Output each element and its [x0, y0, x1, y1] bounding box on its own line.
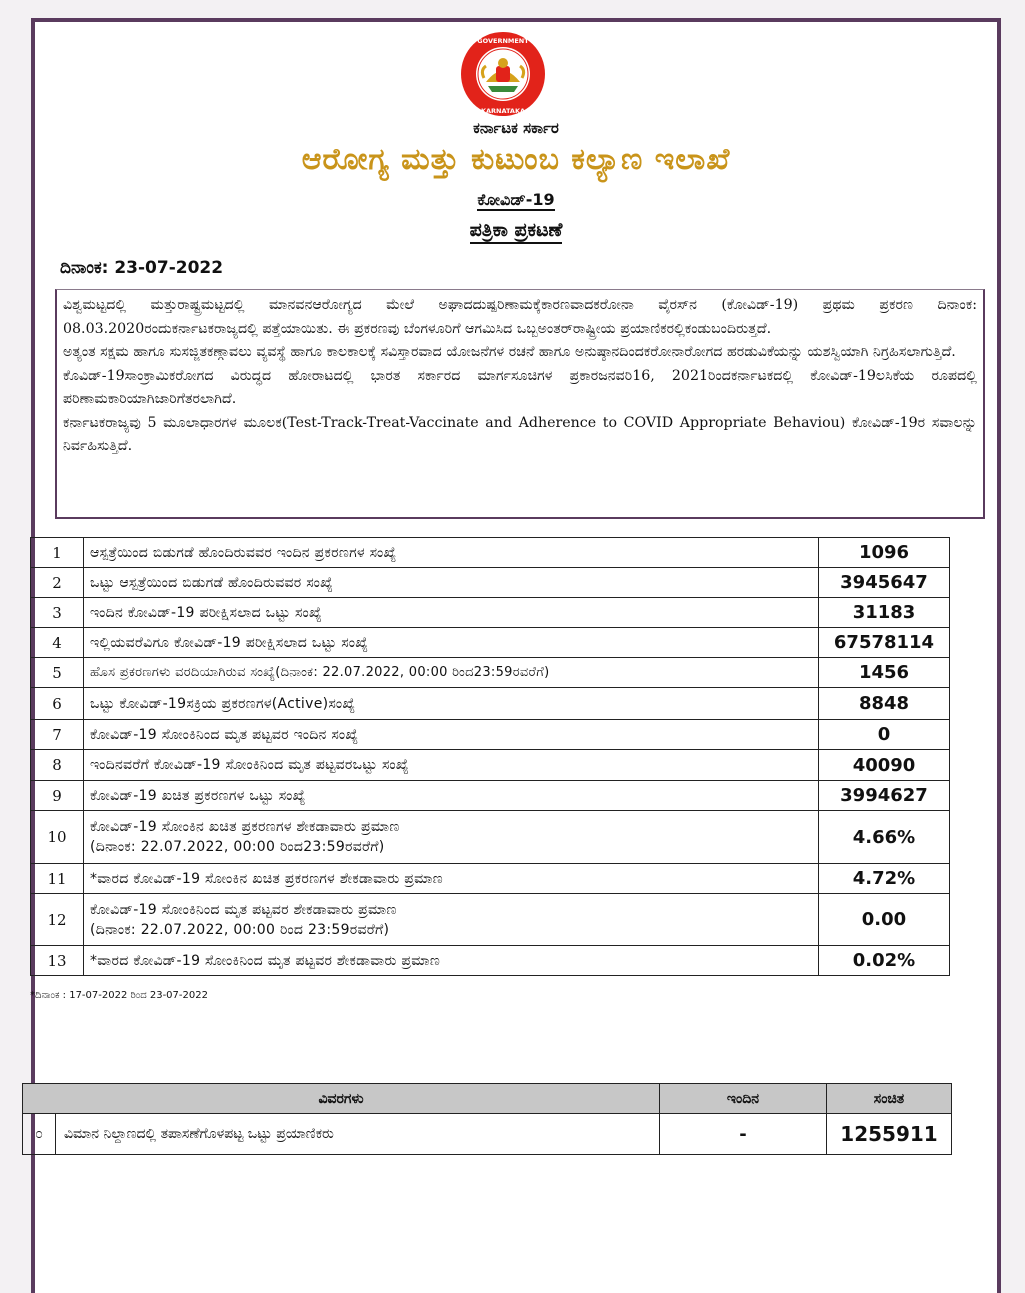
intro-paragraph: ಅತ್ಯಂತ ಸಕ್ಷಮ ಹಾಗೂ ಸುಸಜ್ಜಿತಕಣ್ಗಾವಲು ವ್ಯವಸ್ಥೆ ಹಾಗೂ ಕಾಲಕಾಲಕ್ಕೆ ಸವಿಸ್ತಾರವಾದ ಯೋಜನೆಗಳ ರಚನೆ ಹಾಗೂ ಅನುಷ್ಠಾನದಿಂದಕರೋನಾರೋಗದ ಹರಡುವಿಕೆಯನ್ನು ಯಶಸ್ವಿಯಾಗಿ ನಿಗ್ರಹಿಸಲಾಗುತ್ತಿದೆ.	[63, 344, 956, 360]
row-label	[84, 811, 819, 864]
footnote: *ದಿನಾಂಕ : 17-07-2022 ರಿಂದ 23-07-2022	[30, 990, 208, 1001]
table-header-row	[23, 1084, 952, 1114]
row-value: 31183	[819, 598, 950, 628]
row-label-line: ಕೋವಿಡ್-19 ಸೋಂಕಿನಿಂದ ಮೃತ ಪಟ್ಟವರ ಶೇಕಡಾವಾರು ಪ್ರಮಾಣ	[90, 901, 397, 918]
intro-paragraph: ವಿಶ್ವಮಟ್ಟದಲ್ಲಿ ಮತ್ತುರಾಷ್ಟ್ರಮಟ್ಟದಲ್ಲಿ ಮಾನವನಆರೋಗ್ಯದ ಮೇಲೆ ಅಘಾದದುಷ್ಪರಿಣಾಮಕ್ಕೆಕಾರಣವಾದಕರೋನಾ ವೈರಸ್‌ನ (ಕೋವಿಡ್-19) ಪ್ರಥಮ ಪ್ರಕರಣ ದಿನಾಂಕ: 08.03.2020ರಂದುಕರ್ನಾಟಕರಾಜ್ಯದಲ್ಲಿ ಪತ್ತೆಯಾಯಿತು. ಈ ಪ್ರಕರಣವು ಬೆಂಗಳೂರಿಗೆ ಆಗಮಿಸಿದ ಒಬ್ಬಅಂತರ್‌ರಾಷ್ಟ್ರೀಯ ಪ್ರಯಾಣಿಕರಲ್ಲಿಕಂಡುಬಂದಿರುತ್ತದೆ.	[63, 297, 977, 337]
row-label: ಕೋವಿಡ್-19 ಸೋಂಕಿನಿಂದ ಮೃತ ಪಟ್ಟವರ ಇಂದಿನ ಸಂಖ್ಯೆ	[84, 720, 819, 750]
table-row	[31, 811, 950, 864]
row-label: ಇಲ್ಲಿಯವರೆವಿಗೂ ಕೋವಿಡ್-19 ಪರೀಕ್ಷಿಸಲಾದ ಒಟ್ಟು ಸಂಖ್ಯೆ	[84, 628, 819, 658]
row-number: 1	[31, 538, 84, 568]
row-label: ವಿಮಾನ ನಿಲ್ದಾಣದಲ್ಲಿ ತಪಾಸಣೆಗೊಳಪಟ್ಟ ಒಟ್ಟು ಪ್ರಯಾಣಿಕರು	[56, 1114, 660, 1155]
row-label: *ವಾರದ ಕೋವಿಡ್-19 ಸೋಂಕಿನ ಖಚಿತ ಪ್ರಕರಣಗಳ ಶೇಕಡಾವಾರು ಪ್ರಮಾಣ	[84, 864, 819, 894]
row-label: ಇಂದಿನವರೆಗೆ ಕೋವಿಡ್-19 ಸೋಂಕಿನಿಂದ ಮೃತ ಪಟ್ಟವರಒಟ್ಟು ಸಂಖ್ಯೆ	[84, 750, 819, 781]
row-value: 3945647	[819, 568, 950, 598]
row-number: 4	[31, 628, 84, 658]
table-row	[23, 1114, 952, 1155]
row-number: 12	[31, 894, 84, 946]
svg-text:KARNATAKA: KARNATAKA	[480, 107, 526, 115]
row-value: 1096	[819, 538, 950, 568]
airport-screening-table	[22, 1083, 952, 1155]
table-row	[31, 628, 950, 658]
row-value: 0.02%	[819, 946, 950, 976]
intro-paragraph: ಕರ್ನಾಟಕರಾಜ್ಯವು 5 ಮೂಲಾಧಾರಗಳ ಮೂಲಕ(Test-Track-Treat-Vaccinate and Adherence to COVID Appropriate Behaviou) ಕೋವಿಡ್-19ರ ಸವಾಲನ್ನು ನಿರ್ವಹಿಸುತ್ತಿದೆ.	[63, 414, 977, 454]
table-row	[31, 720, 950, 750]
svg-text:GOVERNMENT: GOVERNMENT	[477, 37, 529, 45]
column-header-details: ವಿವರಗಳು	[23, 1084, 660, 1114]
row-label: ಒಟ್ಟು ಆಸ್ಪತ್ರೆಯಿಂದ ಬಿಡುಗಡೆ ಹೊಂದಿರುವವರ ಸಂಖ್ಯೆ	[84, 568, 819, 598]
row-value: 4.66%	[819, 811, 950, 864]
row-number: 10	[31, 811, 84, 864]
row-number: 8	[31, 750, 84, 781]
row-number: 6	[31, 688, 84, 720]
row-number: 3	[31, 598, 84, 628]
row-value: 1456	[819, 658, 950, 688]
row-label: ಆಸ್ಪತ್ರೆಯಿಂದ ಬಿಡುಗಡೆ ಹೊಂದಿರುವವರ ಇಂದಿನ ಪ್ರಕರಣಗಳ ಸಂಖ್ಯೆ	[84, 538, 819, 568]
table-row	[31, 894, 950, 946]
row-label-line: (ದಿನಾಂಕ: 22.07.2022, 00:00 ರಿಂದ 23:59ರವರೆಗೆ)	[90, 921, 390, 938]
row-label: ಕೋವಿಡ್-19 ಖಚಿತ ಪ್ರಕರಣಗಳ ಒಟ್ಟು ಸಂಖ್ಯೆ	[84, 781, 819, 811]
row-label-line: (ದಿನಾಂಕ: 22.07.2022, 00:00 ರಿಂದ23:59ರವರೆಗೆ)	[90, 839, 385, 855]
row-value: 0.00	[819, 894, 950, 946]
karnataka-seal-logo	[450, 30, 556, 118]
column-header-cumulative: ಸಂಚಿತ	[827, 1084, 952, 1114]
row-label: *ವಾರದ ಕೋವಿಡ್-19 ಸೋಂಕಿನಿಂದ ಮೃತ ಪಟ್ಟವರ ಶೇಕಡಾವಾರು ಪ್ರಮಾಣ	[84, 946, 819, 976]
table-row	[31, 946, 950, 976]
row-label-line: ಕೋವಿಡ್-19 ಸೋಂಕಿನ ಖಚಿತ ಪ್ರಕರಣಗಳ ಶೇಕಡಾವಾರು ಪ್ರಮಾಣ	[90, 819, 400, 835]
intro-box	[55, 289, 985, 519]
row-number: 5	[31, 658, 84, 688]
table-row	[31, 864, 950, 894]
row-number: 2	[31, 568, 84, 598]
row-cumulative-value: 1255911	[827, 1114, 952, 1155]
table-row	[31, 658, 950, 688]
table-row	[31, 568, 950, 598]
intro-paragraph: ಕೊವಿಡ್-19ಸಾಂಕ್ರಾಮಿಕರೋಗದ ವಿರುದ್ಧದ ಹೋರಾಟದಲ್ಲಿ ಭಾರತ ಸರ್ಕಾರದ ಮಾರ್ಗಸೂಚಿಗಳ ಪ್ರಕಾರಜನವರಿ16, 2021ರಿಂದಕರ್ನಾಟಕದಲ್ಲಿ ಕೋವಿಡ್-19ಲಸಿಕೆಯ ರೂಪದಲ್ಲಿ ಪರಿಣಾಮಕಾರಿಯಾಗಿಜಾರಿಗೆತರಲಾಗಿದೆ.	[63, 367, 977, 407]
table-row	[31, 538, 950, 568]
row-today-value: -	[660, 1114, 827, 1155]
row-label: ಇಂದಿನ ಕೋವಿಡ್-19 ಪರೀಕ್ಷಿಸಲಾದ ಒಟ್ಟು ಸಂಖ್ಯೆ	[84, 598, 819, 628]
row-value: 4.72%	[819, 864, 950, 894]
row-value: 67578114	[819, 628, 950, 658]
row-number: ೦	[23, 1114, 56, 1155]
covid-stats-table	[30, 537, 950, 976]
table-row	[31, 688, 950, 720]
row-value: 40090	[819, 750, 950, 781]
topic-heading: ಕೋವಿಡ್-19	[477, 190, 555, 209]
row-number: 9	[31, 781, 84, 811]
row-number: 11	[31, 864, 84, 894]
press-release-heading: ಪತ್ರಿಕಾ ಪ್ರಕಟಣೆ	[35, 219, 997, 241]
column-header-today: ಇಂದಿನ	[660, 1084, 827, 1114]
row-number: 7	[31, 720, 84, 750]
row-label: ಹೊಸ ಪ್ರಕರಣಗಳು ವರದಿಯಾಗಿರುವ ಸಂಖ್ಯೆ(ದಿನಾಂಕ: 22.07.2022, 00:00 ರಿಂದ23:59ರವರೆಗೆ)	[84, 658, 819, 688]
row-value: 0	[819, 720, 950, 750]
row-value: 3994627	[819, 781, 950, 811]
department-title: ಆರೋಗ್ಯ ಮತ್ತು ಕುಟುಂಬ ಕಲ್ಯಾಣ ಇಲಾಖೆ	[301, 142, 731, 177]
release-date: ದಿನಾಂಕ: 23-07-2022	[60, 258, 224, 278]
table-row	[31, 781, 950, 811]
table-row	[31, 750, 950, 781]
row-label: ಒಟ್ಟು ಕೋವಿಡ್-19ಸಕ್ರಿಯ ಪ್ರಕರಣಗಳ(Active)ಸಂಖ್ಯೆ	[84, 688, 819, 720]
government-name: ಕರ್ನಾಟಕ ಸರ್ಕಾರ	[473, 119, 559, 137]
row-number: 13	[31, 946, 84, 976]
row-value: 8848	[819, 688, 950, 720]
table-row	[31, 598, 950, 628]
row-label	[84, 894, 819, 946]
